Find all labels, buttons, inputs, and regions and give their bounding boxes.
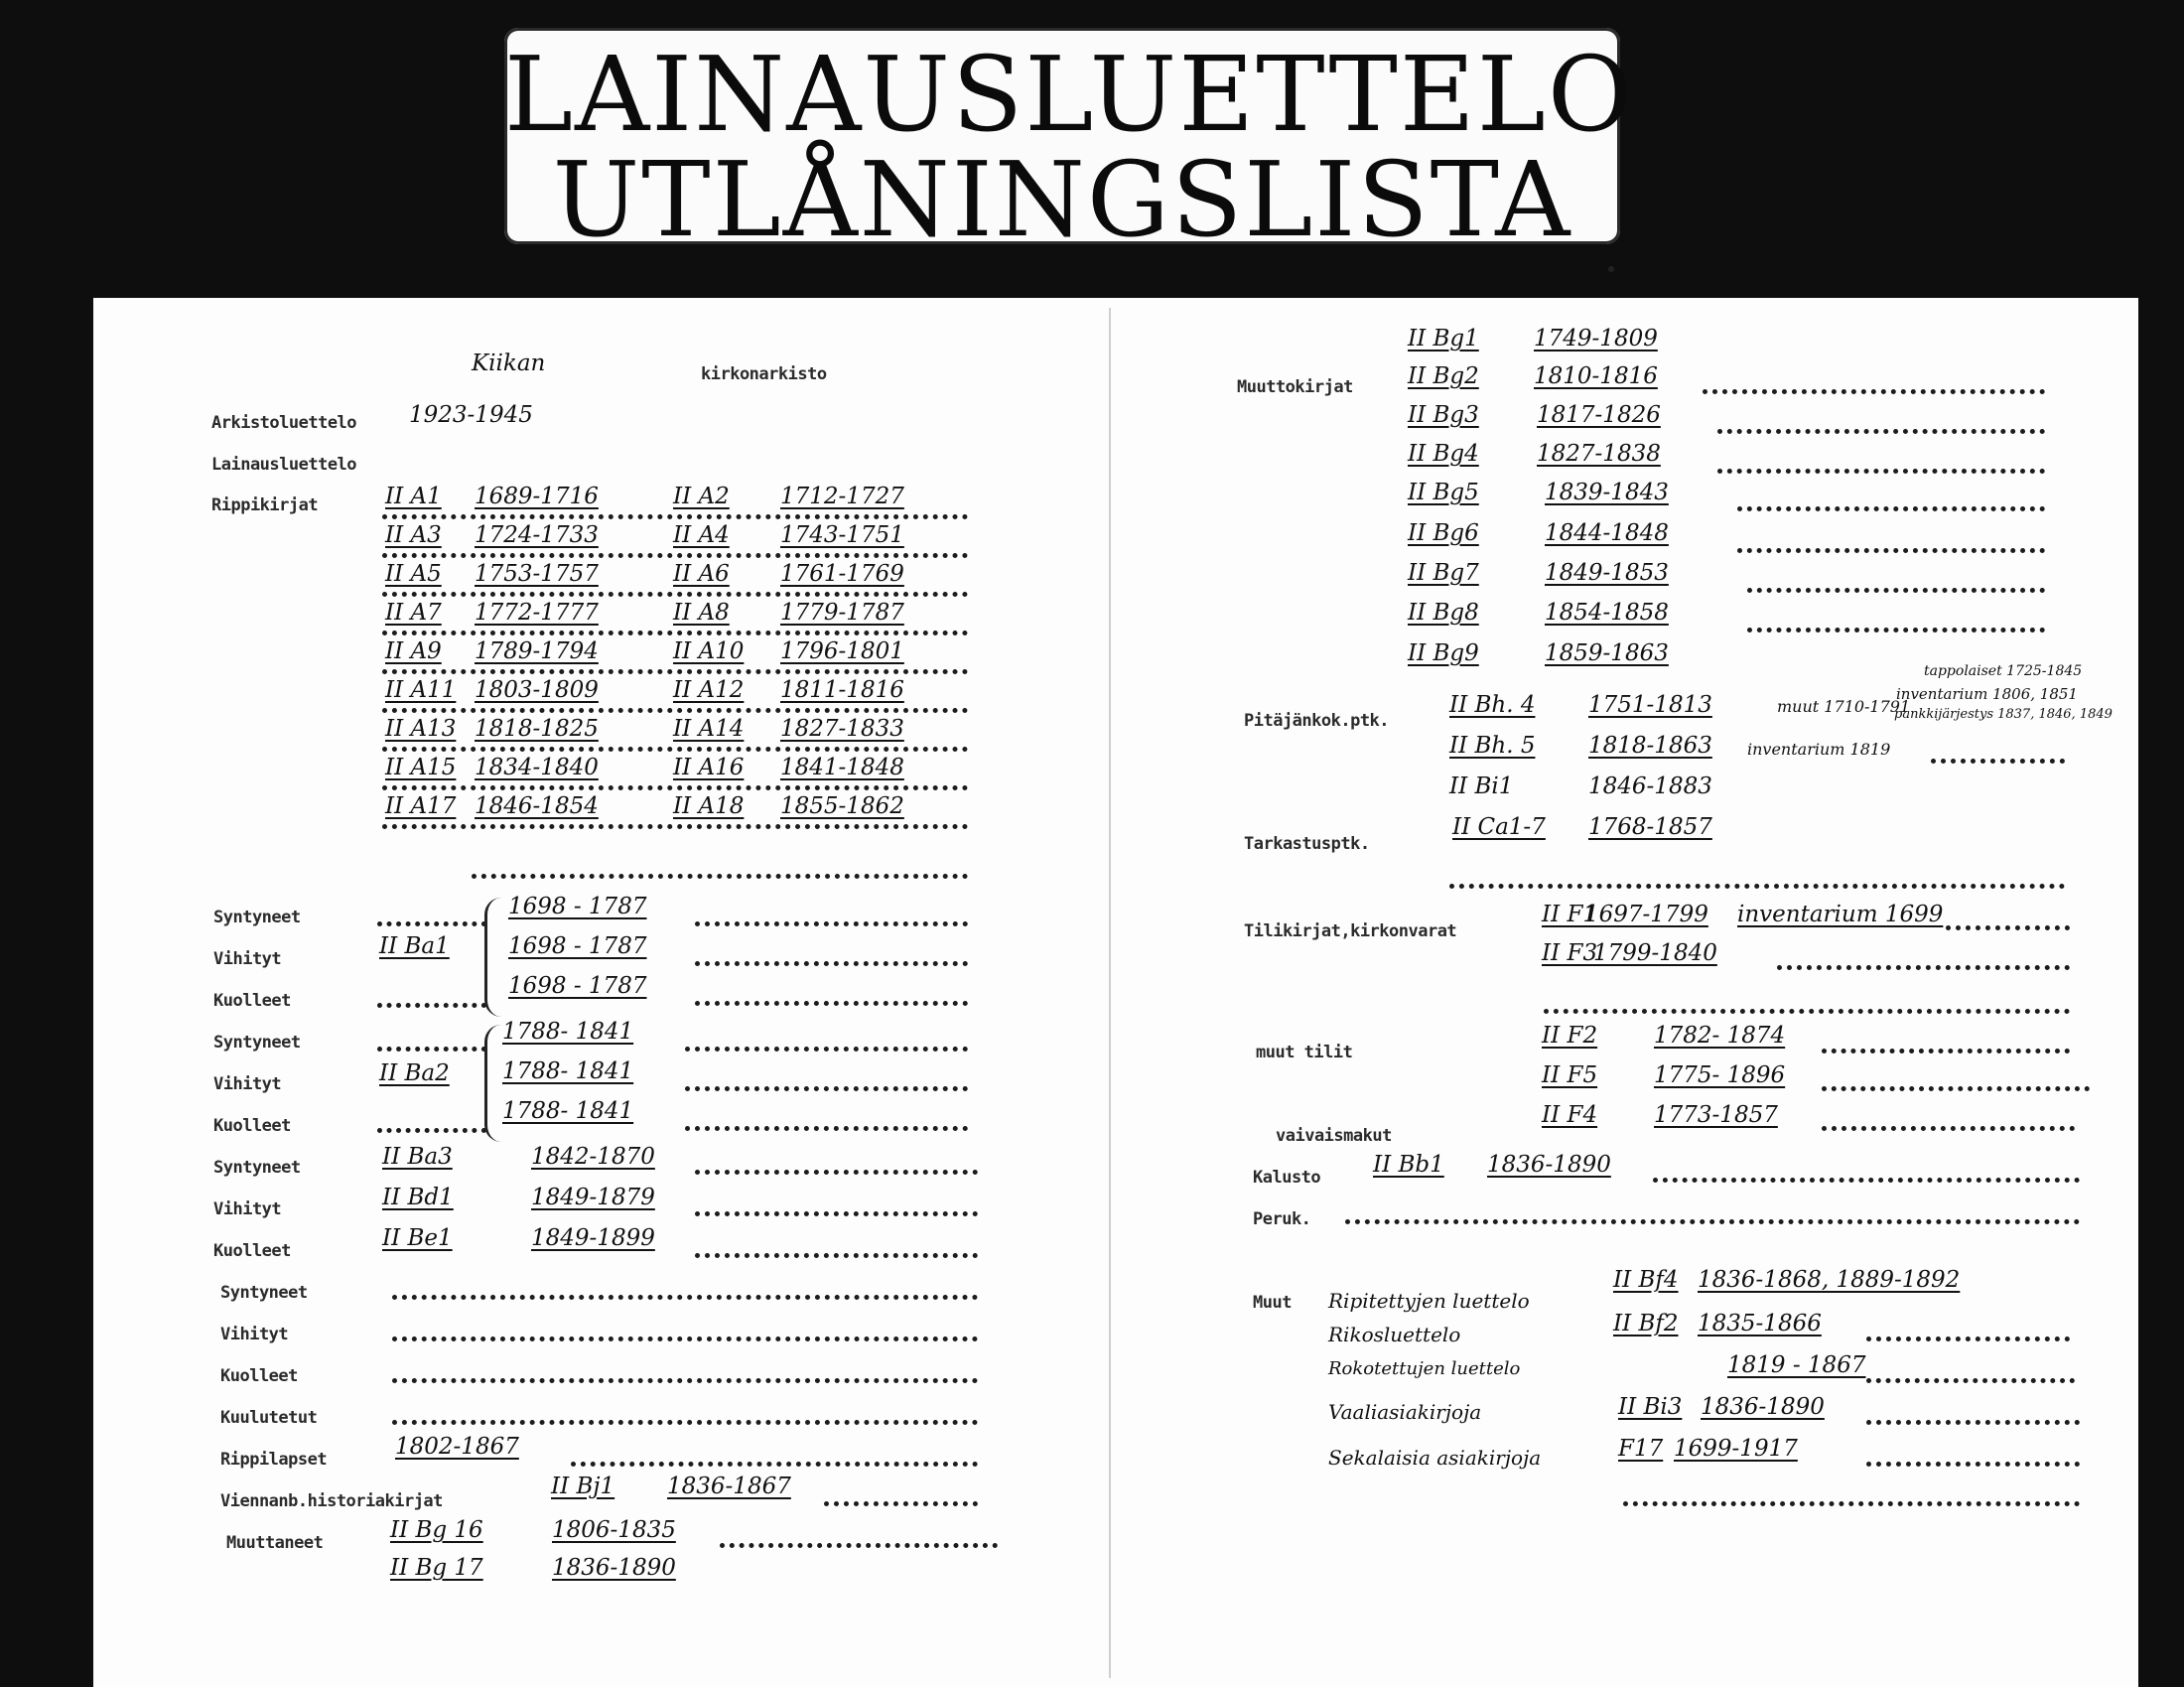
label-vihityt: Vihityt xyxy=(213,1199,282,1219)
dot-leader xyxy=(382,747,968,752)
ripp-id: II A5 xyxy=(385,561,442,587)
bh5-extra: inventarium 1819 xyxy=(1747,740,1891,759)
bi1-id: II Bi1 xyxy=(1449,773,1514,799)
muut-years: 1836-1890 xyxy=(1701,1394,1825,1420)
ba1-years: 1698 - 1787 xyxy=(508,894,647,919)
dot-leader xyxy=(1866,1462,2080,1467)
bg-id: II Bg2 xyxy=(1408,363,1479,389)
label-kuolleet: Kuolleet xyxy=(213,1116,291,1136)
dot-leader xyxy=(824,1501,978,1506)
ripp-id: II A16 xyxy=(673,755,745,780)
dot-leader xyxy=(685,1047,968,1052)
title-lainausluettelo: LAINAUSLUETTELO xyxy=(504,34,1635,155)
bg-years: 1827-1838 xyxy=(1537,441,1661,467)
f5-years: 1775- 1896 xyxy=(1654,1062,1786,1088)
ca-years: 1768-1857 xyxy=(1588,814,1712,840)
dot-leader xyxy=(1822,1086,2090,1091)
ripp-years: 1796-1801 xyxy=(780,638,904,664)
label-lainausluettelo: Lainausluettelo xyxy=(211,455,357,475)
bg16-id: II Bg 16 xyxy=(390,1517,483,1543)
page-fold xyxy=(1109,308,1111,1678)
label-viennanb: Viennanb.historiakirjat xyxy=(220,1491,443,1511)
dot-leader xyxy=(695,1253,978,1258)
dot-leader xyxy=(695,921,968,926)
dot-leader xyxy=(1931,759,2065,764)
ripp-id: II A15 xyxy=(385,755,457,780)
bg-years: 1849-1853 xyxy=(1545,560,1669,586)
bh-note: pankkijärjestys 1837, 1846, 1849 xyxy=(1894,707,2113,722)
ripp-id: II A1 xyxy=(385,484,442,509)
bb1-id: II Bb1 xyxy=(1373,1152,1444,1178)
ripp-id: II A12 xyxy=(673,677,745,703)
ripp-years: 1779-1787 xyxy=(780,600,904,626)
dot-leader xyxy=(382,669,968,674)
label-vihityt: Vihityt xyxy=(220,1325,289,1344)
label-kuolleet: Kuolleet xyxy=(213,1241,291,1261)
label-muut: Muut xyxy=(1253,1293,1292,1313)
ripp-years: 1761-1769 xyxy=(780,561,904,587)
f1-years: 1697-1799 xyxy=(1584,902,1708,927)
dot-leader xyxy=(1345,1219,2080,1224)
label-kuolleet: Kuolleet xyxy=(220,1366,298,1386)
bj1-years: 1836-1867 xyxy=(667,1474,791,1499)
ba2-years: 1788- 1841 xyxy=(502,1058,634,1084)
ba2-years: 1788- 1841 xyxy=(502,1019,634,1045)
label-tilikirjat: Tilikirjat,kirkonvarat xyxy=(1244,921,1457,941)
bg17-years: 1836-1890 xyxy=(552,1555,676,1581)
label-arkistoluettelo: Arkistoluettelo xyxy=(211,413,357,433)
dot-leader xyxy=(1822,1049,2070,1054)
f2-years: 1782- 1874 xyxy=(1654,1023,1786,1049)
bh4-extra: muut 1710-1791 xyxy=(1777,697,1911,716)
ripp-years: 1855-1862 xyxy=(780,793,904,819)
bg-years: 1749-1809 xyxy=(1534,326,1658,351)
label-syntyneet: Syntyneet xyxy=(220,1283,308,1303)
dot-leader xyxy=(1737,548,2045,553)
f5-id: II F5 xyxy=(1542,1062,1598,1088)
label-vihityt: Vihityt xyxy=(213,1074,282,1094)
bg-id: II Bg1 xyxy=(1408,326,1479,351)
bi1-years: 1846-1883 xyxy=(1588,773,1712,799)
bh4-id: II Bh. 4 xyxy=(1449,692,1536,718)
ripp-id: II A13 xyxy=(385,716,457,742)
ripp-years: 1834-1840 xyxy=(475,755,599,780)
dot-leader xyxy=(1822,1126,2075,1131)
archive-name: Kiikan xyxy=(472,351,546,376)
archive-suffix: kirkonarkisto xyxy=(701,364,827,384)
ripp-id: II A17 xyxy=(385,793,457,819)
bg-years: 1817-1826 xyxy=(1537,402,1661,428)
ripp-id: II A6 xyxy=(673,561,730,587)
ba1-years: 1698 - 1787 xyxy=(508,933,647,959)
muut-label: Ripitettyjen luettelo xyxy=(1328,1289,1530,1313)
ripp-years: 1772-1777 xyxy=(475,600,599,626)
dot-leader xyxy=(695,1001,968,1006)
ripp-id: II A8 xyxy=(673,600,730,626)
bd1-years: 1849-1879 xyxy=(531,1185,655,1210)
bh5-years: 1818-1863 xyxy=(1588,733,1712,759)
label-syntyneet: Syntyneet xyxy=(213,908,301,927)
dot-leader xyxy=(695,961,968,966)
ba3-years: 1842-1870 xyxy=(531,1144,655,1170)
bg-id: II Bg3 xyxy=(1408,402,1479,428)
ba2-years: 1788- 1841 xyxy=(502,1098,634,1124)
dot-leader xyxy=(377,921,486,926)
ba1-years: 1698 - 1787 xyxy=(508,973,647,999)
bg-id: II Bg8 xyxy=(1408,600,1479,626)
muut-years: 1699-1917 xyxy=(1674,1436,1798,1462)
bg-years: 1854-1858 xyxy=(1545,600,1669,626)
bg-id: II Bg7 xyxy=(1408,560,1479,586)
ripp-id: II A10 xyxy=(673,638,745,664)
dot-leader xyxy=(377,1003,486,1008)
dot-leader xyxy=(382,708,968,713)
ba1-id: II Ba1 xyxy=(379,933,450,959)
f1-extra: inventarium 1699 xyxy=(1737,902,1944,927)
ripp-years: 1818-1825 xyxy=(475,716,599,742)
dot-leader xyxy=(1623,1501,2080,1506)
dot-leader xyxy=(1717,429,2045,434)
label-kalusto: Kalusto xyxy=(1253,1168,1321,1188)
muut-label: Rokotettujen luettelo xyxy=(1328,1358,1521,1379)
dot-leader xyxy=(695,1211,978,1216)
dot-leader xyxy=(1866,1420,2080,1425)
dot-leader xyxy=(1717,469,2045,474)
dot-leader xyxy=(695,1170,978,1175)
dot-leader xyxy=(1449,884,2065,889)
ripp-years: 1841-1848 xyxy=(780,755,904,780)
f1-id: II F1 xyxy=(1542,902,1598,927)
muut-id: II Bf4 xyxy=(1613,1267,1679,1293)
ba2-id: II Ba2 xyxy=(379,1060,450,1086)
label-vaivaismaksut: vaivaismakut xyxy=(1276,1126,1392,1146)
label-rippilapset: Rippilapset xyxy=(220,1450,328,1470)
ripp-id: II A9 xyxy=(385,638,442,664)
muut-years: 1819 - 1867 xyxy=(1727,1352,1866,1378)
dot-leader xyxy=(1777,965,2070,970)
dot-leader xyxy=(382,785,968,790)
ripp-id: II A2 xyxy=(673,484,730,509)
label-muuttaneet: Muuttaneet xyxy=(226,1533,324,1553)
dot-leader xyxy=(1747,628,2045,633)
muut-years: 1836-1868, 1889-1892 xyxy=(1698,1267,1961,1293)
label-perukirjat: Peruk. xyxy=(1253,1209,1311,1229)
bg-id: II Bg5 xyxy=(1408,480,1479,505)
label-syntyneet: Syntyneet xyxy=(213,1033,301,1053)
f2-id: II F2 xyxy=(1542,1023,1598,1049)
dot-leader xyxy=(1703,389,2045,394)
dot-leader xyxy=(1747,588,2045,593)
label-syntyneet: Syntyneet xyxy=(213,1158,301,1178)
dot-leader xyxy=(571,1462,978,1467)
dot-leader xyxy=(685,1126,968,1131)
ripp-id: II A3 xyxy=(385,522,442,548)
ripp-years: 1846-1854 xyxy=(475,793,599,819)
be1-id: II Be1 xyxy=(382,1225,453,1251)
ripp-id: II A14 xyxy=(673,716,745,742)
ripp-years: 1743-1751 xyxy=(780,522,904,548)
dot-leader xyxy=(472,874,968,879)
title-plate xyxy=(504,28,1635,260)
label-kuolleet: Kuolleet xyxy=(213,991,291,1011)
bg-years: 1810-1816 xyxy=(1534,363,1658,389)
ca-id: II Ca1-7 xyxy=(1452,814,1546,840)
be1-years: 1849-1899 xyxy=(531,1225,655,1251)
bj1-id: II Bj1 xyxy=(551,1474,615,1499)
bg-id: II Bg6 xyxy=(1408,520,1479,546)
f3-id: II F3 xyxy=(1542,940,1598,966)
muut-id: F17 xyxy=(1618,1436,1664,1462)
title-utlaningslista: UTLÅNINGSLISTA xyxy=(552,139,1572,260)
scan-speck xyxy=(1608,266,1614,272)
dot-leader xyxy=(1737,506,2045,511)
label-muut-tilit: muut tilit xyxy=(1256,1043,1353,1062)
dot-leader xyxy=(382,514,968,519)
f4-id: II F4 xyxy=(1542,1102,1598,1128)
dot-leader xyxy=(685,1086,968,1091)
dot-leader xyxy=(392,1378,978,1383)
bb1-years: 1836-1890 xyxy=(1487,1152,1611,1178)
label-tarkastusptk: Tarkastusptk. xyxy=(1244,834,1370,854)
label-kuulutetut: Kuulutetut xyxy=(220,1408,318,1428)
bg-id: II Bg9 xyxy=(1408,640,1479,666)
bh4-years: 1751-1813 xyxy=(1588,692,1712,718)
dot-leader xyxy=(382,631,968,635)
dot-leader xyxy=(1653,1178,2080,1183)
muut-id: II Bi3 xyxy=(1618,1394,1683,1420)
ripp-years: 1827-1833 xyxy=(780,716,904,742)
ripp-id: II A18 xyxy=(673,793,745,819)
label-muuttokirjat: Muuttokirjat xyxy=(1237,377,1353,397)
bg-years: 1844-1848 xyxy=(1545,520,1669,546)
muut-label: Sekalaisia asiakirjoja xyxy=(1328,1446,1542,1470)
f4-years: 1773-1857 xyxy=(1654,1102,1778,1128)
dot-leader xyxy=(392,1295,978,1300)
dot-leader xyxy=(1946,925,2070,930)
muut-id: II Bf2 xyxy=(1613,1311,1679,1336)
bh-note: tappolaiset 1725-1845 xyxy=(1924,663,2083,679)
dot-leader xyxy=(392,1420,978,1425)
bg16-years: 1806-1835 xyxy=(552,1517,676,1543)
ripp-years: 1811-1816 xyxy=(780,677,904,703)
dot-leader xyxy=(382,553,968,558)
ripp-years: 1724-1733 xyxy=(475,522,599,548)
ripp-years: 1689-1716 xyxy=(475,484,599,509)
dot-leader xyxy=(1866,1378,2075,1383)
bh5-id: II Bh. 5 xyxy=(1449,733,1536,759)
bg-id: II Bg4 xyxy=(1408,441,1479,467)
ripp-id: II A7 xyxy=(385,600,442,626)
ripp-years: 1712-1727 xyxy=(780,484,904,509)
ripp-years: 1753-1757 xyxy=(475,561,599,587)
dot-leader xyxy=(1544,1009,2070,1014)
bh-note: inventarium 1806, 1851 xyxy=(1896,685,2078,703)
ripp-id: II A4 xyxy=(673,522,730,548)
muut-label: Rikosluettelo xyxy=(1328,1323,1461,1346)
ba3-id: II Ba3 xyxy=(382,1144,453,1170)
f3-years: 1799-1840 xyxy=(1593,940,1717,966)
rippilapset-years: 1802-1867 xyxy=(395,1434,519,1460)
label-rippikirjat: Rippikirjat xyxy=(211,495,319,515)
dot-leader xyxy=(382,824,968,829)
dot-leader xyxy=(720,1543,998,1548)
bd1-id: II Bd1 xyxy=(382,1185,454,1210)
muut-years: 1835-1866 xyxy=(1698,1311,1822,1336)
label-vihityt: Vihityt xyxy=(213,949,282,969)
dot-leader xyxy=(382,592,968,597)
arkistoluettelo-years: 1923-1945 xyxy=(409,402,533,428)
bg-years: 1839-1843 xyxy=(1545,480,1669,505)
muut-label: Vaaliasiakirjoja xyxy=(1328,1400,1482,1424)
dot-leader xyxy=(392,1336,978,1341)
ripp-years: 1789-1794 xyxy=(475,638,599,664)
brace xyxy=(484,898,501,1017)
bg-years: 1859-1863 xyxy=(1545,640,1669,666)
dot-leader xyxy=(1866,1336,2070,1341)
ripp-id: II A11 xyxy=(385,677,457,703)
label-pitajankok: Pitäjänkok.ptk. xyxy=(1244,711,1390,731)
dot-leader xyxy=(377,1128,486,1133)
dot-leader xyxy=(377,1047,486,1052)
brace xyxy=(484,1025,501,1142)
ripp-years: 1803-1809 xyxy=(475,677,599,703)
bg17-id: II Bg 17 xyxy=(390,1555,483,1581)
